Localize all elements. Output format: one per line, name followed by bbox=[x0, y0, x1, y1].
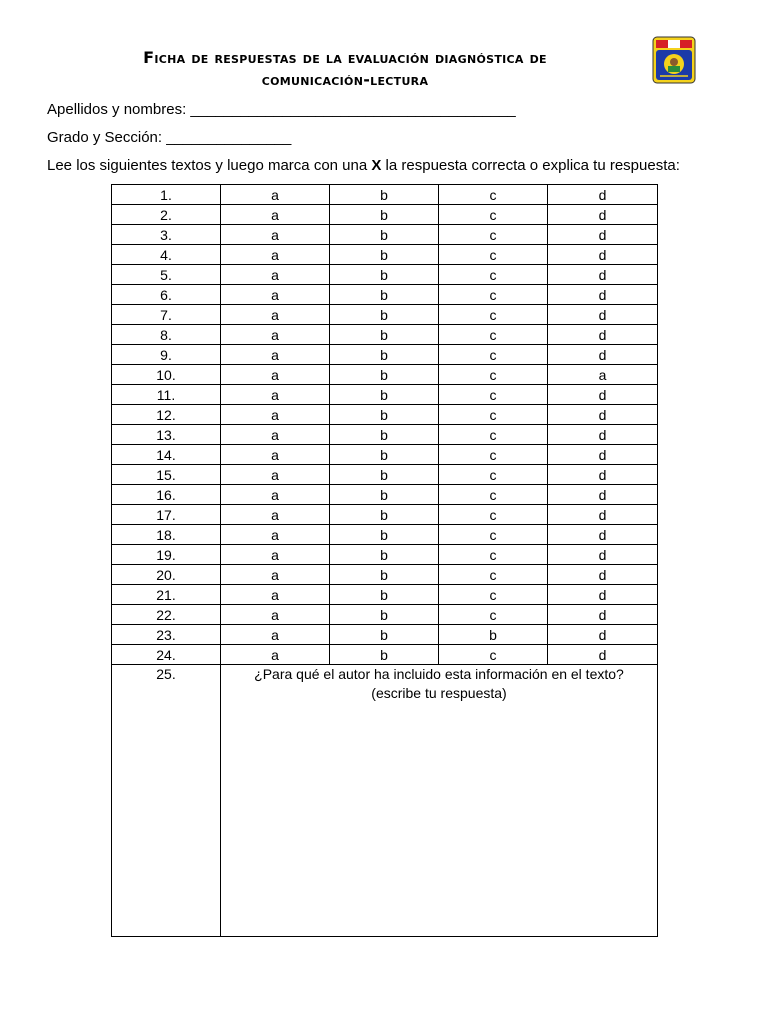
open-question-text: ¿Para qué el autor ha incluido esta información en el texto? bbox=[254, 666, 624, 682]
title-line-1: Ficha de respuestas de la evaluación diagnóstica de bbox=[143, 48, 547, 67]
option-a[interactable]: a bbox=[221, 525, 330, 545]
option-c[interactable]: c bbox=[439, 585, 548, 605]
option-c[interactable]: c bbox=[439, 345, 548, 365]
option-d[interactable]: d bbox=[548, 205, 658, 225]
question-number: 18. bbox=[112, 525, 221, 545]
table-row bbox=[112, 605, 658, 625]
option-a[interactable]: a bbox=[221, 345, 330, 365]
option-a[interactable]: a bbox=[221, 325, 330, 345]
table-row bbox=[112, 645, 658, 665]
question-number: 2. bbox=[112, 205, 221, 225]
option-c[interactable]: c bbox=[439, 405, 548, 425]
option-b[interactable]: b bbox=[330, 185, 439, 205]
question-number: 12. bbox=[112, 405, 221, 425]
option-d[interactable]: a bbox=[548, 365, 658, 385]
table-row bbox=[112, 485, 658, 505]
option-a[interactable]: a bbox=[221, 465, 330, 485]
option-d[interactable]: d bbox=[548, 465, 658, 485]
option-b[interactable]: b bbox=[330, 445, 439, 465]
option-c[interactable]: c bbox=[439, 385, 548, 405]
option-b[interactable]: b bbox=[330, 305, 439, 325]
option-c[interactable]: c bbox=[439, 265, 548, 285]
x-mark: X bbox=[371, 157, 382, 174]
table-row bbox=[112, 405, 658, 425]
name-label: Apellidos y nombres: bbox=[47, 101, 187, 118]
option-a[interactable]: a bbox=[221, 225, 330, 245]
table-row bbox=[112, 625, 658, 645]
option-c[interactable]: c bbox=[439, 225, 548, 245]
option-c[interactable]: b bbox=[439, 625, 548, 645]
option-d[interactable]: d bbox=[548, 285, 658, 305]
option-a[interactable]: a bbox=[221, 425, 330, 445]
table-row bbox=[112, 465, 658, 485]
title-line-2: comunicación-lectura bbox=[261, 70, 429, 89]
option-a[interactable]: a bbox=[221, 625, 330, 645]
option-d[interactable]: d bbox=[548, 645, 658, 665]
question-number: 24. bbox=[112, 645, 221, 665]
table-row bbox=[112, 345, 658, 365]
question-number: 20. bbox=[112, 565, 221, 585]
grade-label: Grado y Sección: bbox=[47, 129, 163, 146]
question-number: 16. bbox=[112, 485, 221, 505]
option-d[interactable]: d bbox=[548, 385, 658, 405]
option-a[interactable]: a bbox=[221, 385, 330, 405]
option-c[interactable]: c bbox=[439, 245, 548, 265]
question-number: 3. bbox=[112, 225, 221, 245]
table-row bbox=[112, 565, 658, 585]
option-c[interactable]: c bbox=[439, 285, 548, 305]
option-a[interactable]: a bbox=[221, 185, 330, 205]
question-number: 1. bbox=[112, 185, 221, 205]
option-c[interactable]: c bbox=[439, 305, 548, 325]
option-a[interactable]: a bbox=[221, 505, 330, 525]
option-b[interactable]: b bbox=[330, 425, 439, 445]
option-b[interactable]: b bbox=[330, 265, 439, 285]
option-a[interactable]: a bbox=[221, 545, 330, 565]
option-d[interactable]: d bbox=[548, 225, 658, 245]
option-b[interactable]: b bbox=[330, 505, 439, 525]
option-c[interactable]: c bbox=[439, 545, 548, 565]
option-c[interactable]: c bbox=[439, 185, 548, 205]
option-a[interactable]: a bbox=[221, 445, 330, 465]
question-number: 10. bbox=[112, 365, 221, 385]
option-b[interactable]: b bbox=[330, 605, 439, 625]
option-d[interactable]: d bbox=[548, 245, 658, 265]
option-b[interactable]: b bbox=[330, 245, 439, 265]
option-a[interactable]: a bbox=[221, 245, 330, 265]
grade-blank[interactable]: _______________ bbox=[166, 129, 292, 146]
question-number: 5. bbox=[112, 265, 221, 285]
option-c[interactable]: c bbox=[439, 325, 548, 345]
option-b[interactable]: b bbox=[330, 405, 439, 425]
table-row bbox=[112, 585, 658, 605]
option-b[interactable]: b bbox=[330, 385, 439, 405]
option-b[interactable]: b bbox=[330, 285, 439, 305]
option-b[interactable]: b bbox=[330, 625, 439, 645]
table-row bbox=[112, 385, 658, 405]
option-b[interactable]: b bbox=[330, 345, 439, 365]
option-c[interactable]: c bbox=[439, 605, 548, 625]
option-d[interactable]: d bbox=[548, 445, 658, 465]
option-c[interactable]: c bbox=[439, 205, 548, 225]
question-number: 17. bbox=[112, 505, 221, 525]
grade-field[interactable] bbox=[47, 129, 291, 146]
option-a[interactable]: a bbox=[221, 365, 330, 385]
option-b[interactable]: b bbox=[330, 645, 439, 665]
question-number: 23. bbox=[112, 625, 221, 645]
table-row bbox=[112, 505, 658, 525]
question-number: 13. bbox=[112, 425, 221, 445]
table-row bbox=[112, 185, 658, 205]
table-row bbox=[112, 205, 658, 225]
option-b[interactable]: b bbox=[330, 485, 439, 505]
name-blank[interactable]: _______________________________________ bbox=[190, 101, 516, 118]
option-d[interactable]: d bbox=[548, 485, 658, 505]
option-d[interactable]: d bbox=[548, 305, 658, 325]
option-a[interactable]: a bbox=[221, 565, 330, 585]
option-c[interactable]: c bbox=[439, 365, 548, 385]
option-b[interactable]: b bbox=[330, 545, 439, 565]
table-row bbox=[112, 225, 658, 245]
instructions: Lee los siguientes textos y luego marca con una X la respuesta correcta o explica tu respuesta: bbox=[47, 157, 680, 174]
option-d[interactable]: d bbox=[548, 505, 658, 525]
option-b[interactable]: b bbox=[330, 525, 439, 545]
option-d[interactable]: d bbox=[548, 605, 658, 625]
option-a[interactable]: a bbox=[221, 405, 330, 425]
option-a[interactable]: a bbox=[221, 585, 330, 605]
option-b[interactable]: b bbox=[330, 325, 439, 345]
question-number: 25. bbox=[112, 665, 221, 937]
option-b[interactable]: b bbox=[330, 225, 439, 245]
table-row bbox=[112, 545, 658, 565]
open-answer-area[interactable] bbox=[221, 665, 658, 937]
open-question-row bbox=[112, 665, 658, 937]
option-d[interactable]: d bbox=[548, 405, 658, 425]
option-b[interactable]: b bbox=[330, 465, 439, 485]
table-row bbox=[112, 285, 658, 305]
name-field[interactable] bbox=[47, 101, 516, 118]
option-b[interactable]: b bbox=[330, 565, 439, 585]
option-a[interactable]: a bbox=[221, 305, 330, 325]
table-row bbox=[112, 305, 658, 325]
option-c[interactable]: c bbox=[439, 525, 548, 545]
option-d[interactable]: d bbox=[548, 625, 658, 645]
option-d[interactable]: d bbox=[548, 325, 658, 345]
question-number: 4. bbox=[112, 245, 221, 265]
option-d[interactable]: d bbox=[548, 565, 658, 585]
option-d[interactable]: d bbox=[548, 585, 658, 605]
table-row bbox=[112, 425, 658, 445]
table-row bbox=[112, 525, 658, 545]
option-d[interactable]: d bbox=[548, 425, 658, 445]
table-row bbox=[112, 445, 658, 465]
option-d[interactable]: d bbox=[548, 185, 658, 205]
question-number: 22. bbox=[112, 605, 221, 625]
question-number: 15. bbox=[112, 465, 221, 485]
option-a[interactable]: a bbox=[221, 485, 330, 505]
table-row bbox=[112, 245, 658, 265]
option-c[interactable]: c bbox=[439, 485, 548, 505]
table-row bbox=[112, 365, 658, 385]
page-title bbox=[60, 47, 630, 91]
answer-table bbox=[111, 184, 658, 937]
option-a[interactable]: a bbox=[221, 605, 330, 625]
option-c[interactable]: c bbox=[439, 565, 548, 585]
option-a[interactable]: a bbox=[221, 265, 330, 285]
question-number: 8. bbox=[112, 325, 221, 345]
question-number: 19. bbox=[112, 545, 221, 565]
option-b[interactable]: b bbox=[330, 365, 439, 385]
school-crest-icon bbox=[652, 36, 696, 84]
question-number: 9. bbox=[112, 345, 221, 365]
question-number: 14. bbox=[112, 445, 221, 465]
table-row bbox=[112, 325, 658, 345]
option-d[interactable]: d bbox=[548, 525, 658, 545]
option-c[interactable]: c bbox=[439, 425, 548, 445]
option-c[interactable]: c bbox=[439, 465, 548, 485]
option-d[interactable]: d bbox=[548, 545, 658, 565]
option-c[interactable]: c bbox=[439, 645, 548, 665]
option-a[interactable]: a bbox=[221, 645, 330, 665]
option-d[interactable]: d bbox=[548, 345, 658, 365]
option-a[interactable]: a bbox=[221, 285, 330, 305]
option-b[interactable]: b bbox=[330, 205, 439, 225]
option-c[interactable]: c bbox=[439, 445, 548, 465]
question-number: 6. bbox=[112, 285, 221, 305]
option-c[interactable]: c bbox=[439, 505, 548, 525]
option-d[interactable]: d bbox=[548, 265, 658, 285]
open-question-hint: (escribe tu respuesta) bbox=[371, 685, 507, 701]
table-row bbox=[112, 265, 658, 285]
question-number: 21. bbox=[112, 585, 221, 605]
question-number: 7. bbox=[112, 305, 221, 325]
question-number: 11. bbox=[112, 385, 221, 405]
option-b[interactable]: b bbox=[330, 585, 439, 605]
option-a[interactable]: a bbox=[221, 205, 330, 225]
